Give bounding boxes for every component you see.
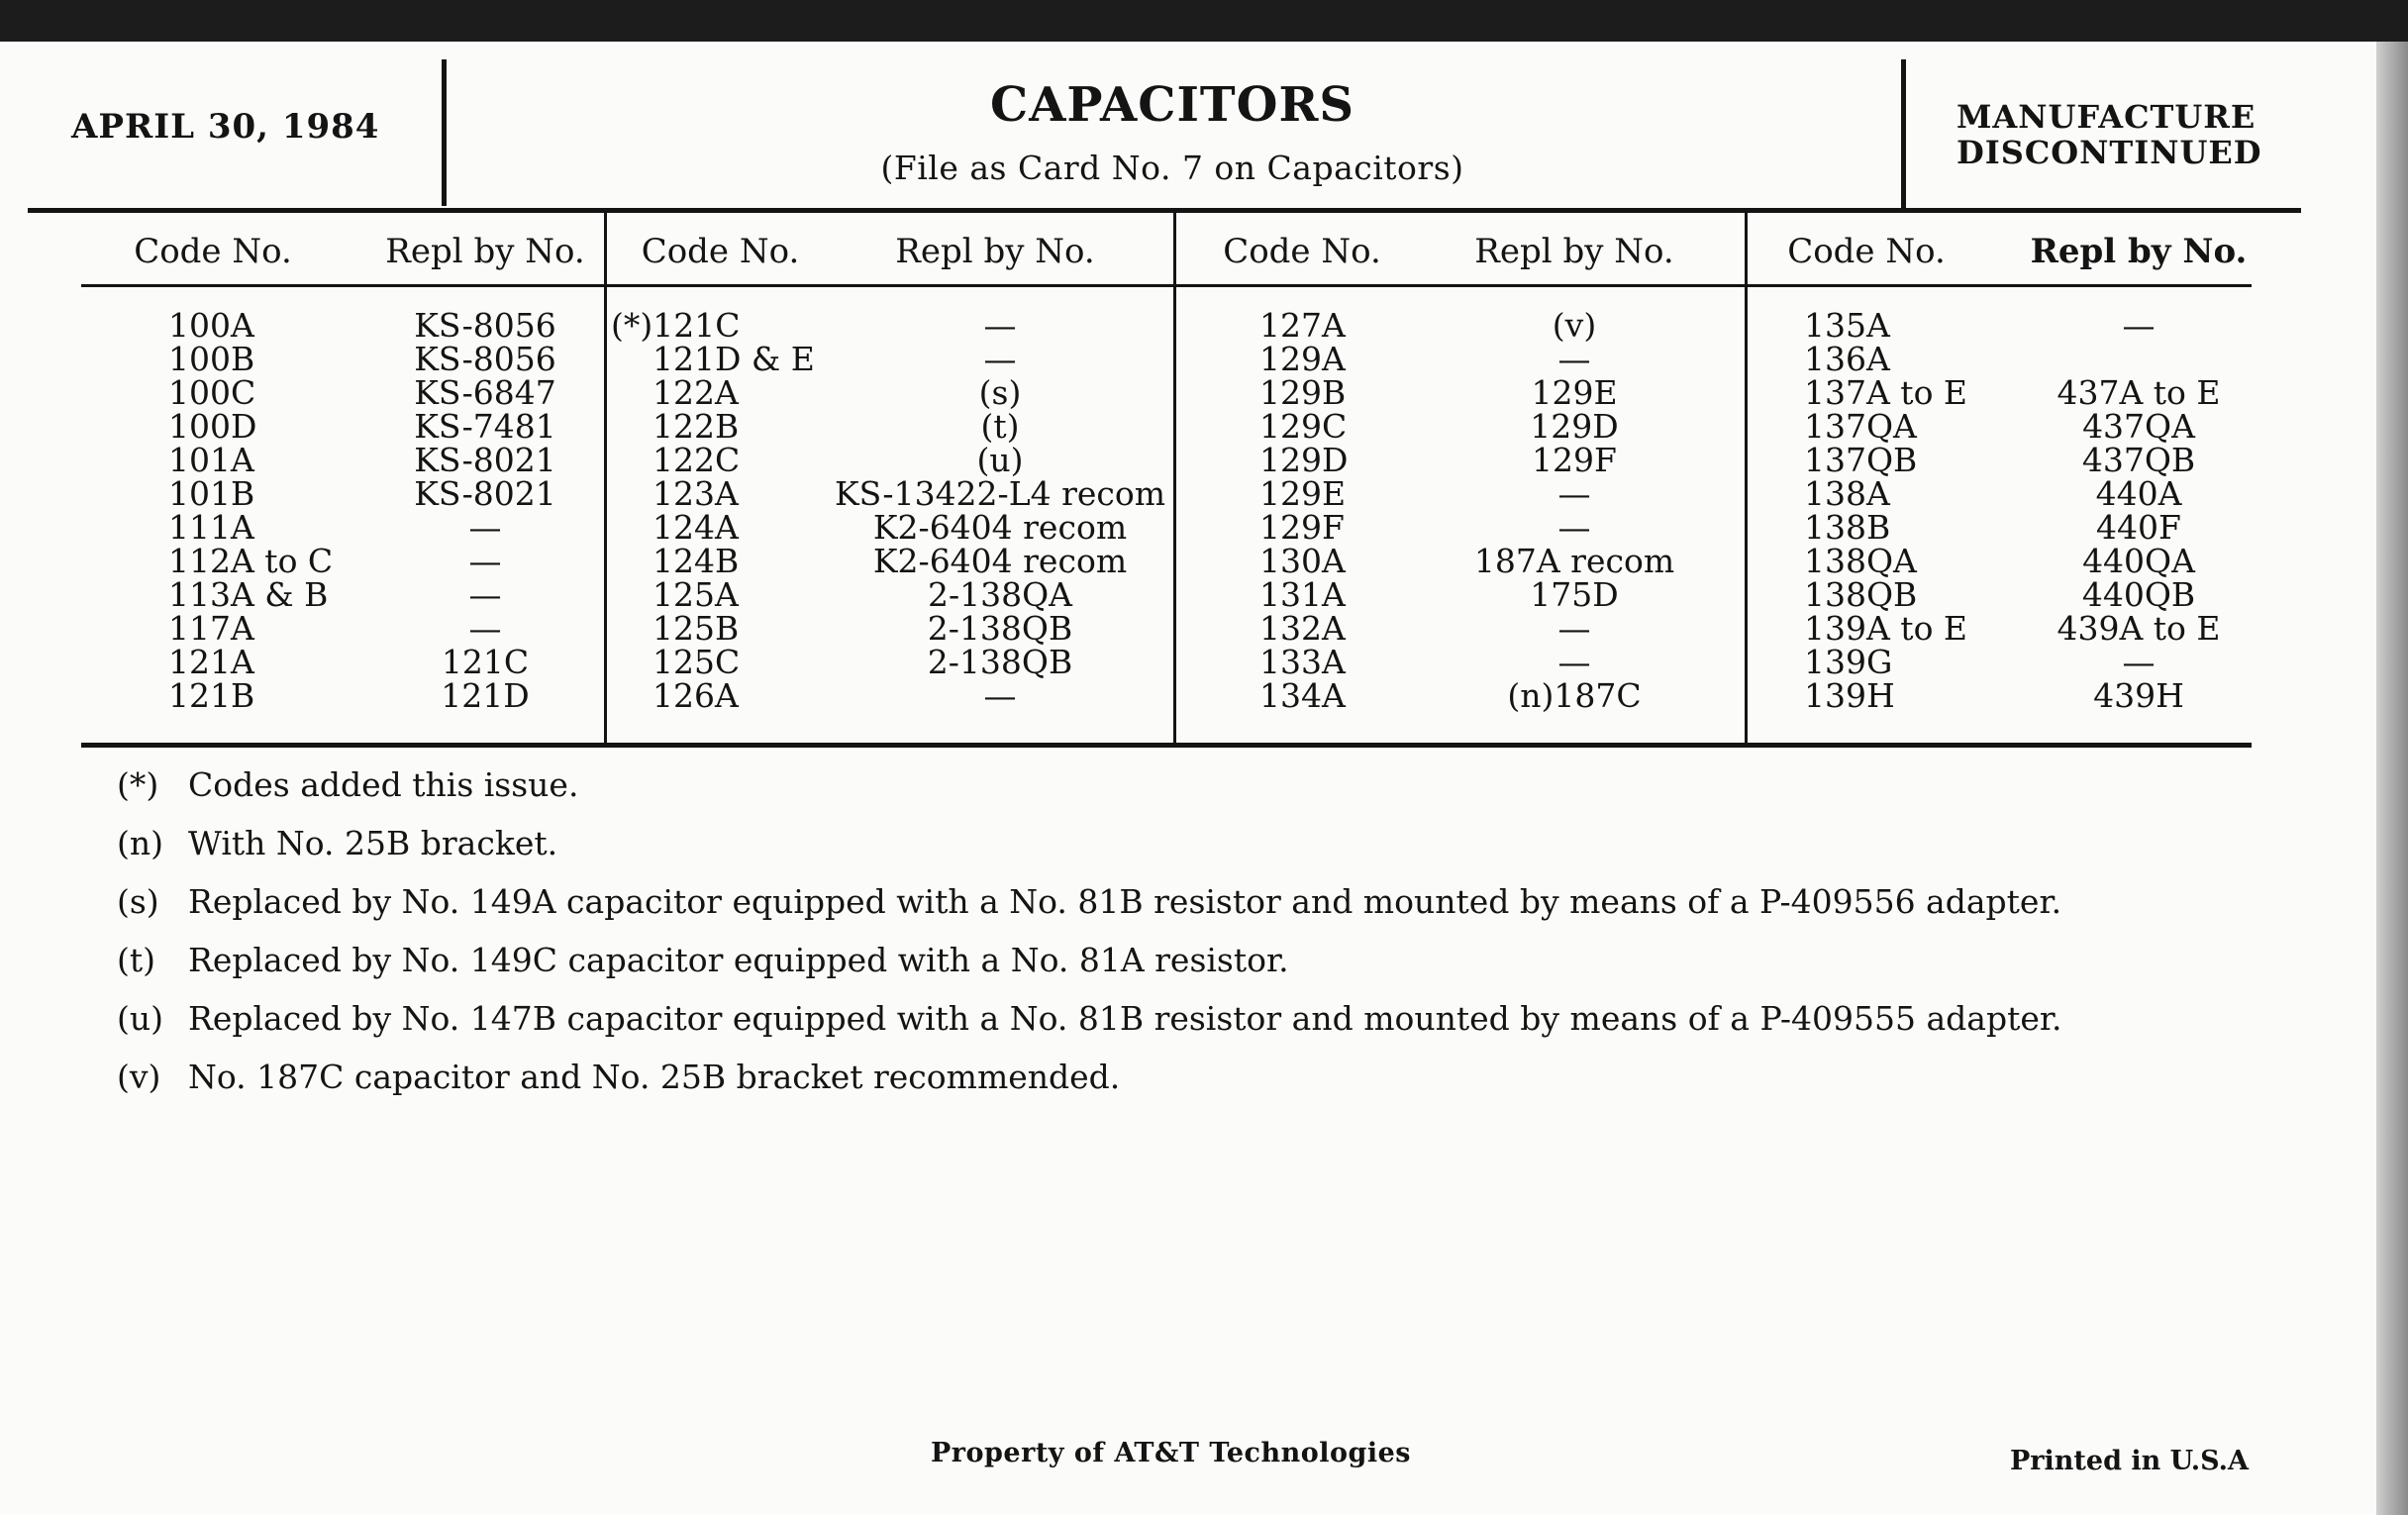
- column-header-repl: Repl by No.: [2030, 232, 2248, 271]
- footnote-text: No. 187C capacitor and No. 25B bracket recommended.: [188, 1058, 1121, 1096]
- page-subtitle: (File as Card No. 7 on Capacitors): [880, 149, 1464, 187]
- footnote-text: Replaced by No. 149A capacitor equipped with a No. 81B resistor and mounted by means of a P-409556 adapter.: [188, 882, 2062, 921]
- header-divider-right: [1901, 59, 1906, 210]
- page-title: CAPACITORS: [989, 77, 1355, 133]
- footnotes: [117, 760, 2062, 1111]
- issue-date: APRIL 30, 1984: [71, 107, 380, 147]
- table-bottom-rule: [81, 743, 2252, 748]
- code-list-3: 127A 129A 129B 129C 129D 129E 129F 130A 131A 132A 133A 134A: [1259, 306, 1349, 715]
- footnote-symbol: (u): [117, 999, 164, 1038]
- column-header-code: Code No.: [1223, 232, 1381, 271]
- print-origin: Printed in U.S.A: [2010, 1446, 2249, 1476]
- code-list-1: 100A 100B 100C 100D 101A 101B 111A 112A to C 113A & B 117A 121A 121B: [168, 306, 334, 715]
- footnote: [117, 877, 2062, 936]
- footnote-symbol: (n): [117, 824, 164, 862]
- status-line-1: MANUFACTURE: [1956, 98, 2257, 136]
- code-list-2: (*)121C 121D & E 122A 122B 122C 123A 124A 124B 125A 125B 125C 126A: [611, 306, 815, 715]
- table-divider-3: [1745, 212, 1748, 745]
- replacement-list-1: KS-8056 KS-8056 KS-6847 KS-7481 KS-8021 KS-8021 — — — — 121C 121D: [414, 306, 556, 715]
- replacement-list-2: — — (s) (t) (u) KS-13422-L4 recom K2-6404 recom K2-6404 recom 2-138QA 2-138QB 2-138QB —: [834, 306, 1166, 715]
- header-rule: [28, 208, 2301, 213]
- footnote: [117, 1053, 2062, 1111]
- column-header-rule: [81, 284, 2252, 287]
- replacement-list-3: (v) — 129E 129D 129F — — 187A recom 175D — — (n)187C: [1473, 306, 1675, 715]
- footnote-symbol: (*): [117, 765, 159, 804]
- column-header-code: Code No.: [134, 232, 292, 271]
- footnote: [117, 936, 2062, 994]
- footnote-symbol: (s): [117, 882, 159, 921]
- footnote: [117, 760, 2062, 819]
- column-header-code: Code No.: [641, 232, 800, 271]
- footnote-text: Replaced by No. 149C capacitor equipped with a No. 81A resistor.: [188, 941, 1289, 979]
- table-divider-1: [604, 212, 607, 745]
- table-divider-2: [1173, 212, 1176, 745]
- footnote-text: With No. 25B bracket.: [188, 824, 558, 862]
- replacement-list-4: — 437A to E 437QA 437QB 440A 440F 440QA 440QB 439A to E — 439H: [2057, 306, 2221, 715]
- footnote-symbol: (v): [117, 1058, 161, 1096]
- column-header-repl: Repl by No.: [385, 232, 585, 271]
- footnote-text: Codes added this issue.: [188, 765, 579, 804]
- footnote-symbol: (t): [117, 941, 156, 979]
- column-header-repl: Repl by No.: [1474, 232, 1674, 271]
- ownership-notice: Property of AT&T Technologies: [931, 1438, 1411, 1468]
- code-list-4: 135A 136A 137A to E 137QA 137QB 138A 138B 138QA 138QB 139A to E 139G 139H: [1804, 306, 1968, 715]
- footnote: [117, 819, 2062, 877]
- footnote: [117, 994, 2062, 1053]
- footnote-text: Replaced by No. 147B capacitor equipped with a No. 81B resistor and mounted by means of a P-409555 adapter.: [188, 999, 2062, 1038]
- status-line-2: DISCONTINUED: [1956, 134, 2262, 171]
- card-edge: [2376, 42, 2408, 1515]
- status-badge: [1956, 99, 2262, 170]
- column-header-repl: Repl by No.: [895, 232, 1095, 271]
- column-header-code: Code No.: [1787, 232, 1946, 271]
